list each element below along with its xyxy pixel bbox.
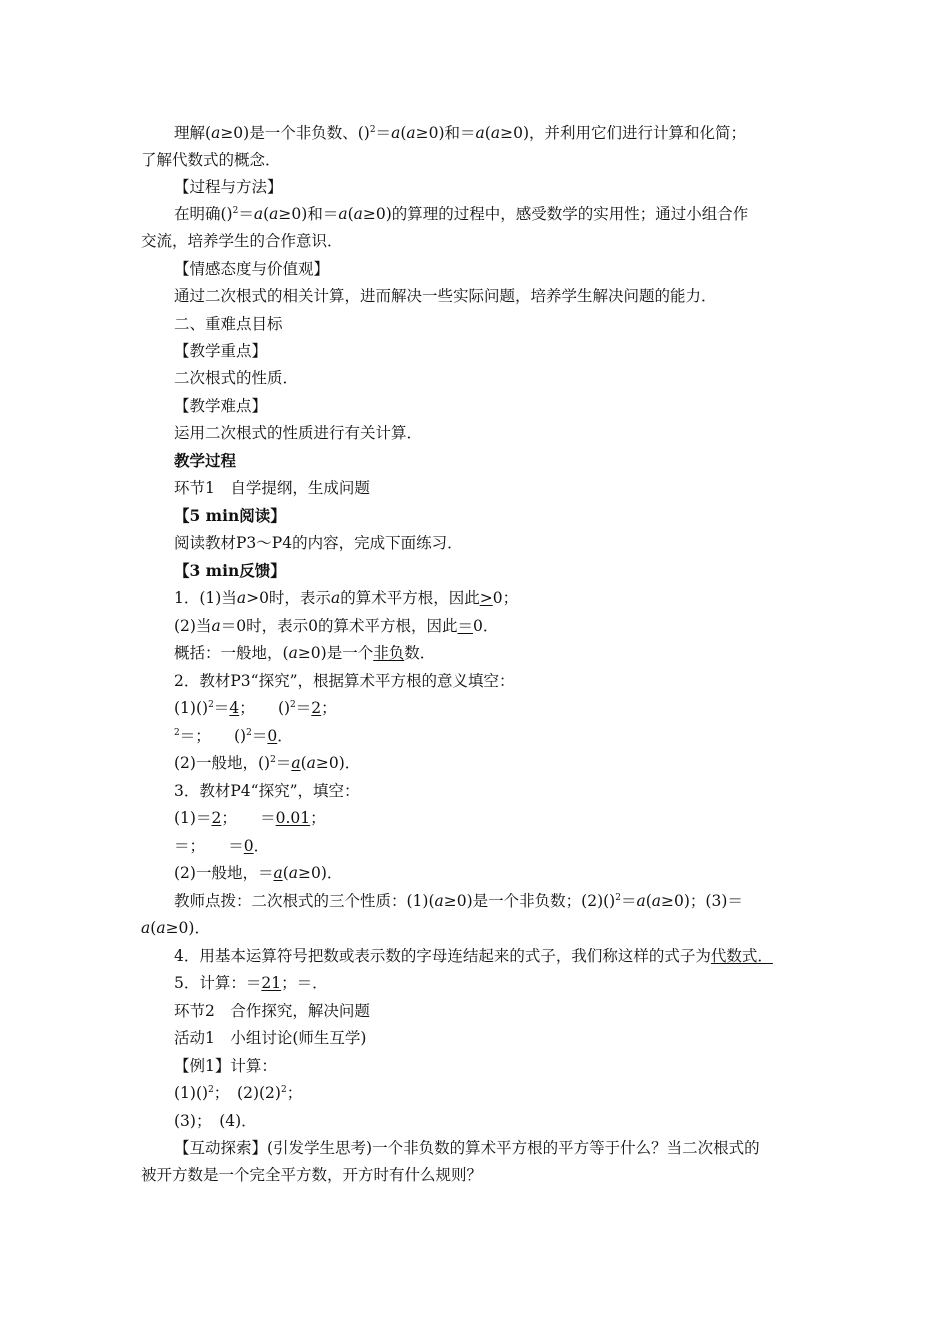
attitude-heading: 【情感态度与价值观】 [174, 260, 330, 278]
difficult-point-heading: 【教学难点】 [174, 397, 268, 415]
knowledge-objective-line-2: 了解代数式的概念． [141, 151, 281, 169]
question-1-part-2: (2)当a＝0时，表示0的算术平方根，因此＝0． [174, 617, 499, 635]
key-point-content: 二次根式的性质． [174, 369, 299, 387]
answer-blank: 0 [267, 727, 278, 745]
teaching-process-title: 教学过程 [174, 451, 237, 470]
question-4: 4．用基本运算符号把数或表示数的字母连结起来的式子，我们称这样的式子为代数式． [174, 947, 773, 965]
answer-blank: 2 [211, 809, 222, 827]
answer-blank: 21 [261, 974, 282, 992]
question-3-line-2: ＝； ＝0． [174, 837, 270, 855]
question-2-general: (2)一般地，()$^2$＝a(a≥0)． [174, 754, 361, 772]
teacher-tip-line-2: a(a≥0)． [141, 919, 210, 937]
difficult-point-content: 运用二次根式的性质进行有关计算． [174, 424, 423, 442]
question-3-intro: 3．教材P4“探究”，填空： [174, 782, 360, 800]
interactive-explore-line-2: 被开方数是一个完全平方数，开方时有什么规则？ [141, 1166, 483, 1184]
answer-blank: 2 [311, 699, 322, 717]
answer-blank: a [273, 864, 283, 882]
stage-2-title: 环节2 合作探究，解决问题 [174, 1002, 370, 1020]
activity-1-title: 活动1 小组讨论(师生互学) [174, 1029, 367, 1047]
answer-blank: a [291, 754, 301, 772]
feedback-heading: 【3 min反馈】 [174, 561, 286, 580]
interactive-explore-line-1: 【互动探索】(引发学生思考)一个非负数的算术平方根的平方等于什么？当二次根式的 [174, 1139, 760, 1157]
knowledge-objective-line-1: 理解(a≥0)是一个非负数、()$^2$＝a(a≥0)和＝a(a≥0)，并利用它们进行计算和化简； [174, 124, 746, 142]
teacher-tip-line-1: 教师点拨：二次根式的三个性质：(1)(a≥0)是一个非负数；(2)()$^2$＝a(a≥0)；(3)＝ [174, 892, 743, 910]
question-3-line-1: (1)＝2； ＝0.01； [174, 809, 326, 827]
answer-blank: 4 [229, 699, 240, 717]
question-3-general: (2)一般地，＝a(a≥0)． [174, 864, 343, 882]
key-difficult-section-title: 二、重难点目标 [174, 315, 283, 333]
process-method-heading: 【过程与方法】 [174, 178, 283, 196]
answer-blank: 0.01 [275, 809, 311, 827]
example-1-line-1: (1)()$^2$； $(2)(2)^2$； [174, 1084, 303, 1102]
answer-blank: 0 [243, 837, 254, 855]
question-2-line-1: (1)()$^2$＝4； ()$^2$＝2； [174, 699, 337, 717]
process-method-line-1: 在明确()$^2$＝a(a≥0)和＝a(a≥0)的算理的过程中，感受数学的实用性；通过小组合作 [174, 205, 749, 223]
question-5: 5．计算：＝21；＝． [174, 974, 328, 992]
process-method-line-2: 交流，培养学生的合作意识． [141, 232, 343, 250]
question-2-intro: 2．教材P3“探究”，根据算术平方根的意义填空： [174, 672, 515, 690]
answer-blank: 代数式． [710, 947, 773, 965]
stage-1-title: 环节1 自学提纲，生成问题 [174, 479, 370, 497]
example-1-heading: 【例1】计算： [174, 1057, 277, 1075]
attitude-content: 通过二次根式的相关计算，进而解决一些实际问题，培养学生解决问题的能力． [174, 287, 717, 305]
answer-blank: > [479, 589, 493, 607]
question-1-summary: 概括：一般地，(a≥0)是一个非负数． [174, 644, 436, 662]
answer-blank: ＝ [457, 617, 473, 635]
question-1-part-1: 1．(1)当a>0时，表示a的算术平方根，因此>0； [174, 589, 519, 607]
question-2-line-2: $^2$＝； ()$^2$＝0． [174, 727, 293, 745]
reading-content: 阅读教材P3～P4的内容，完成下面练习． [174, 534, 463, 552]
example-1-line-2: (3)； (4)． [174, 1112, 257, 1130]
reading-heading: 【5 min阅读】 [174, 506, 286, 525]
key-point-heading: 【教学重点】 [174, 342, 268, 360]
answer-blank: 非负 [373, 644, 405, 662]
